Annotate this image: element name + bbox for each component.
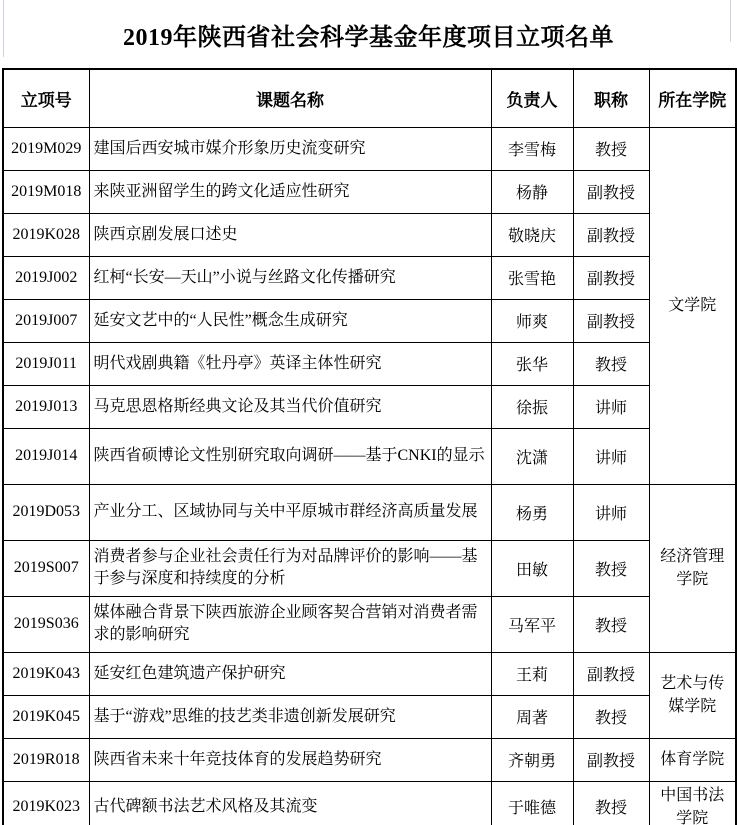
project-title-cell: 产业分工、区域协同与关中平原城市群经济高质量发展 [89,484,491,540]
header-project-id: 立项号 [3,69,89,127]
college-cell: 艺术与传媒学院 [649,652,736,738]
project-title-cell: 媒体融合背景下陕西旅游企业顾客契合营销对消费者需求的影响研究 [89,596,491,652]
rank-cell: 讲师 [573,484,649,540]
faint-border-left [3,0,4,57]
project-id-cell: 2019K023 [3,781,89,825]
person-cell: 周著 [491,695,573,738]
person-cell: 张雪艳 [491,256,573,299]
rank-cell: 副教授 [573,738,649,781]
project-id-cell: 2019J014 [3,428,89,484]
rank-cell: 教授 [573,342,649,385]
project-id-cell: 2019K045 [3,695,89,738]
header-college: 所在学院 [649,69,736,127]
project-title-cell: 来陕亚洲留学生的跨文化适应性研究 [89,170,491,213]
header-rank: 职称 [573,69,649,127]
header-person: 负责人 [491,69,573,127]
rank-cell: 教授 [573,540,649,596]
rank-cell: 副教授 [573,299,649,342]
table-row [3,540,736,596]
header-project-title: 课题名称 [89,69,491,127]
person-cell: 张华 [491,342,573,385]
project-title-cell: 基于“游戏”思维的技艺类非遗创新发展研究 [89,695,491,738]
table-row [3,652,736,695]
project-id-cell: 2019J011 [3,342,89,385]
project-id-cell: 2019J002 [3,256,89,299]
table-row [3,695,736,738]
rank-cell: 副教授 [573,652,649,695]
rank-cell: 讲师 [573,385,649,428]
person-cell: 李雪梅 [491,127,573,170]
person-cell: 师爽 [491,299,573,342]
person-cell: 马军平 [491,596,573,652]
project-title-cell: 延安红色建筑遗产保护研究 [89,652,491,695]
table-row [3,385,736,428]
project-title-cell: 延安文艺中的“人民性”概念生成研究 [89,299,491,342]
project-id-cell: 2019J013 [3,385,89,428]
rank-cell: 教授 [573,596,649,652]
table-header-row [3,69,736,127]
project-title-cell: 马克思恩格斯经典文论及其当代价值研究 [89,385,491,428]
project-id-cell: 2019J007 [3,299,89,342]
rank-cell: 教授 [573,127,649,170]
project-id-cell: 2019S036 [3,596,89,652]
projects-table [2,68,737,825]
table-row [3,781,736,825]
project-title-cell: 陕西京剧发展口述史 [89,213,491,256]
table-row [3,127,736,170]
project-title-cell: 明代戏剧典籍《牡丹亭》英译主体性研究 [89,342,491,385]
table-row [3,596,736,652]
person-cell: 沈潇 [491,428,573,484]
project-title-cell: 陕西省硕博论文性别研究取向调研——基于CNKI的显示 [89,428,491,484]
rank-cell: 副教授 [573,213,649,256]
project-title-cell: 建国后西安城市媒介形象历史流变研究 [89,127,491,170]
project-title-cell: 消费者参与企业社会责任行为对品牌评价的影响——基于参与深度和持续度的分析 [89,540,491,596]
faint-border-right [730,0,731,42]
title-bar [0,0,737,68]
person-cell: 王莉 [491,652,573,695]
rank-cell: 副教授 [573,170,649,213]
college-cell: 经济管理学院 [649,484,736,652]
project-id-cell: 2019M018 [3,170,89,213]
project-id-cell: 2019K043 [3,652,89,695]
table-row [3,213,736,256]
person-cell: 杨勇 [491,484,573,540]
person-cell: 杨静 [491,170,573,213]
table-row [3,256,736,299]
project-title-cell: 古代碑额书法艺术风格及其流变 [89,781,491,825]
college-cell: 体育学院 [649,738,736,781]
project-id-cell: 2019M029 [3,127,89,170]
page-title: 2019年陕西省社会科学基金年度项目立项名单 [123,24,614,51]
project-id-cell: 2019R018 [3,738,89,781]
project-id-cell: 2019D053 [3,484,89,540]
project-title-cell: 红柯“长安—天山”小说与丝路文化传播研究 [89,256,491,299]
rank-cell: 副教授 [573,256,649,299]
person-cell: 徐振 [491,385,573,428]
project-id-cell: 2019S007 [3,540,89,596]
table-row [3,299,736,342]
project-id-cell: 2019K028 [3,213,89,256]
rank-cell: 教授 [573,781,649,825]
person-cell: 于唯德 [491,781,573,825]
table-row [3,342,736,385]
college-cell: 中国书法学院 [649,781,736,825]
person-cell: 齐朝勇 [491,738,573,781]
table-row [3,170,736,213]
table-row [3,738,736,781]
project-title-cell: 陕西省未来十年竞技体育的发展趋势研究 [89,738,491,781]
college-cell: 文学院 [649,127,736,484]
table-row [3,428,736,484]
person-cell: 敬晓庆 [491,213,573,256]
person-cell: 田敏 [491,540,573,596]
table-row [3,484,736,540]
rank-cell: 讲师 [573,428,649,484]
rank-cell: 教授 [573,695,649,738]
